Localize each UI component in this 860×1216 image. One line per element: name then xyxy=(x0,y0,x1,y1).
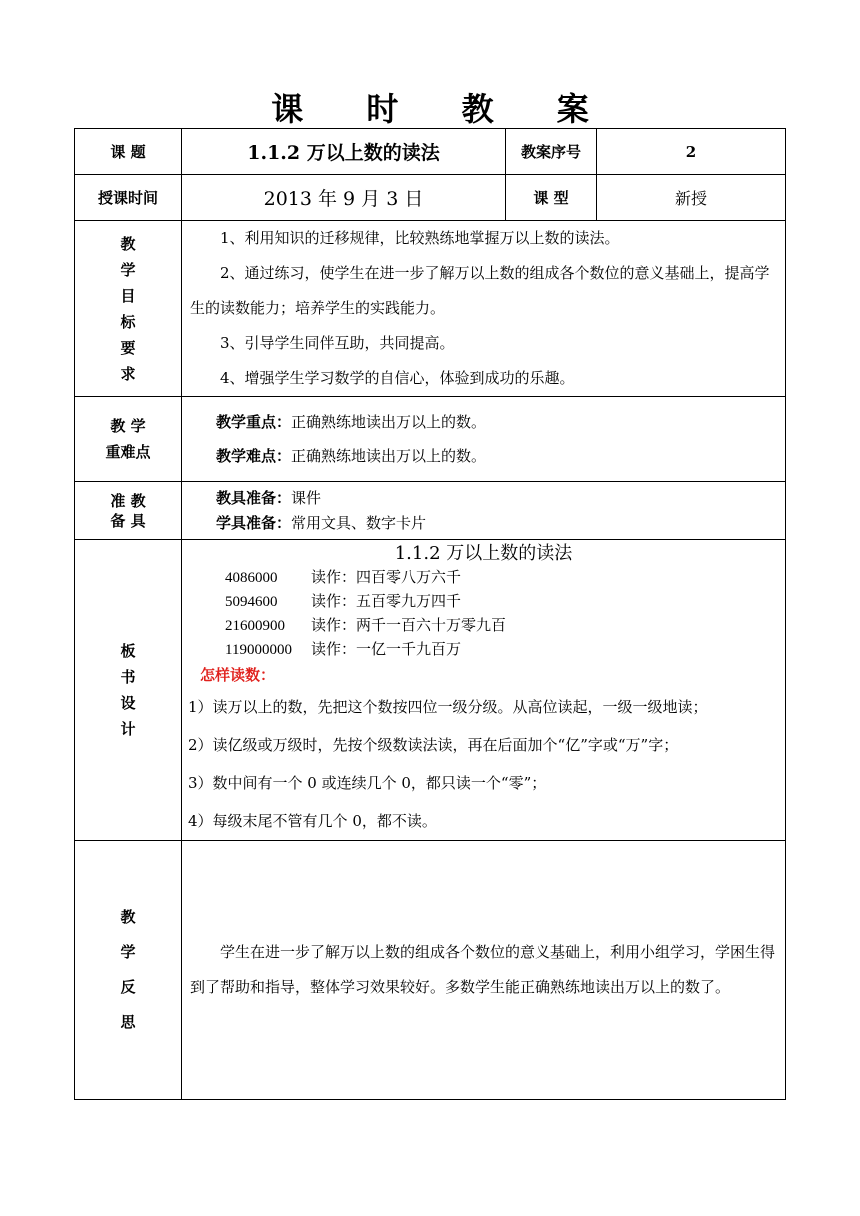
type-label: 课 型 xyxy=(506,175,597,221)
teacher-prep-text: 课件 xyxy=(291,488,322,507)
howto-title: 怎样读数： xyxy=(200,666,276,684)
teacher-prep-label: 教具准备： xyxy=(216,488,292,507)
board-label-char: 设 xyxy=(120,694,136,712)
prep-label-line: 准 教 xyxy=(110,491,146,510)
goals-label xyxy=(75,221,182,397)
keypoints-row xyxy=(75,397,786,482)
prep-row xyxy=(75,482,786,540)
focus-text: 正确熟练地读出万以上的数。 xyxy=(291,413,487,431)
board-content xyxy=(182,540,786,841)
reflection-label-char: 思 xyxy=(120,1013,136,1031)
example-row xyxy=(182,638,785,662)
focus-label: 教学重点： xyxy=(216,413,292,431)
focus-line xyxy=(216,405,785,439)
goals-label-char: 教 xyxy=(120,234,136,253)
example-number: 21600900 xyxy=(225,618,285,634)
goals-label-char: 目 xyxy=(120,286,136,305)
board-label xyxy=(75,540,182,841)
student-prep-label: 学具准备： xyxy=(216,513,292,532)
example-reading: 读作：四百零八万六千 xyxy=(311,568,462,586)
keypoints-label xyxy=(75,397,182,482)
reflection-content xyxy=(182,841,786,1100)
page-title: 课 时 教 案 xyxy=(271,90,615,128)
example-reading: 读作：两千一百六十万零九百 xyxy=(311,616,507,634)
prep-label-line: 备 具 xyxy=(110,511,146,530)
example-reading: 读作：一亿一千九百万 xyxy=(311,640,462,658)
seq-label: 教案序号 xyxy=(506,129,597,175)
type-value: 新授 xyxy=(597,175,786,221)
goals-label-char: 求 xyxy=(120,364,136,383)
difficulty-text: 正确熟练地读出万以上的数。 xyxy=(291,447,487,465)
prep-content xyxy=(182,482,786,540)
rule-item: 2）读亿级或万级时，先按个级数读法读，再在后面加个“亿”字或“万”字； xyxy=(188,736,679,754)
example-number: 4086000 xyxy=(225,570,278,586)
student-prep-text: 常用文具、数字卡片 xyxy=(291,513,427,532)
topic-label: 课 题 xyxy=(75,129,182,175)
rule-item: 4）每级末尾不管有几个 0，都不读。 xyxy=(188,812,437,830)
reflection-label-char: 教 xyxy=(120,908,136,926)
time-row xyxy=(75,175,786,221)
goal-item: 3、引导学生同伴互助，共同提高。 xyxy=(220,334,455,352)
reflection-row xyxy=(75,841,786,1100)
reflection-text: 学生在进一步了解万以上数的组成各个数位的意义基础上，利用小组学习，学困生得到了帮助和指导，整体学习效果较好。多数学生能正确熟练地读出万以上的数了。 xyxy=(190,943,776,996)
example-number: 5094600 xyxy=(225,594,278,610)
board-label-char: 计 xyxy=(120,720,136,738)
difficulty-label: 教学难点： xyxy=(216,447,292,465)
board-row xyxy=(75,540,786,841)
board-label-char: 书 xyxy=(120,668,136,686)
goals-label-char: 学 xyxy=(120,260,136,279)
goals-label-char: 要 xyxy=(120,338,136,357)
example-number: 119000000 xyxy=(225,642,292,658)
keypoints-label-line: 教 学 xyxy=(110,417,146,435)
rule-item: 3）数中间有一个 0 或连续几个 0，都只读一个“零”； xyxy=(188,774,547,792)
goal-item: 4、增强学生学习数学的自信心，体验到成功的乐趣。 xyxy=(220,369,575,387)
example-row xyxy=(182,614,785,638)
board-label-char: 板 xyxy=(120,642,136,660)
goals-row xyxy=(75,221,786,397)
topic-row xyxy=(75,129,786,175)
lesson-plan-table xyxy=(74,128,786,1100)
time-value: 2013 年 9 月 3 日 xyxy=(182,175,506,221)
teacher-prep-line xyxy=(216,486,785,511)
goal-item: 1、利用知识的迁移规律，比较熟练地掌握万以上数的读法。 xyxy=(220,229,620,247)
goals-content xyxy=(182,221,786,397)
student-prep-line xyxy=(216,511,785,536)
time-label: 授课时间 xyxy=(75,175,182,221)
keypoints-content xyxy=(182,397,786,482)
reflection-label xyxy=(75,841,182,1100)
topic-value: 1.1.2 万以上数的读法 xyxy=(182,129,506,175)
reflection-label-char: 反 xyxy=(120,978,136,996)
goals-label-char: 标 xyxy=(120,312,136,331)
prep-label xyxy=(75,482,182,540)
example-row xyxy=(182,590,785,614)
goal-item: 2、通过练习，使学生在进一步了解万以上数的组成各个数位的意义基础上，提高学生的读数能力；培养学生的实践能力。 xyxy=(190,264,770,317)
example-row xyxy=(182,566,785,590)
seq-value: 2 xyxy=(597,129,786,175)
difficulty-line xyxy=(216,439,785,473)
board-title: 1.1.2 万以上数的读法 xyxy=(394,543,573,564)
rule-item: 1）读万以上的数，先把这个数按四位一级分级。从高位读起，一级一级地读； xyxy=(188,698,708,716)
reflection-label-char: 学 xyxy=(120,943,136,961)
keypoints-label-line: 重难点 xyxy=(105,443,151,461)
example-reading: 读作：五百零九万四千 xyxy=(311,592,462,610)
